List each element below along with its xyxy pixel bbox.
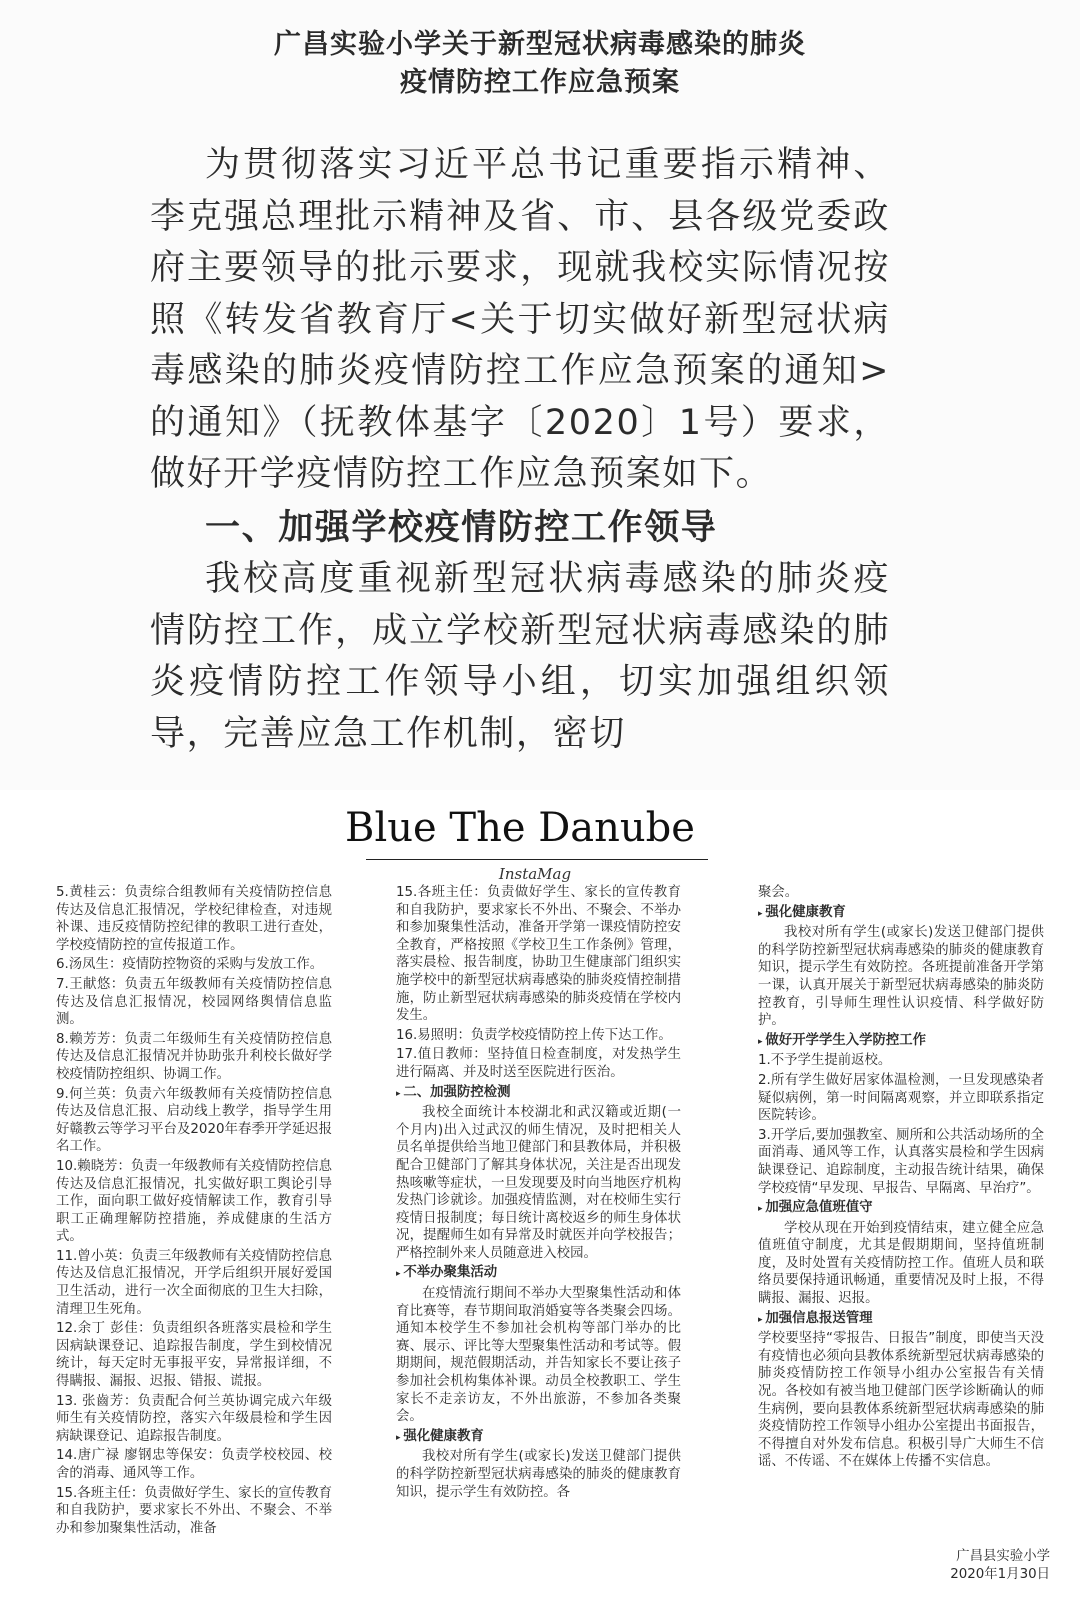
list-item: 16.易照明：负责学校疫情防控上传下达工作。 — [396, 1027, 672, 1043]
section-1-paragraph: 我校高度重视新型冠状病毒感染的肺炎疫情防控工作，成立学校新型冠状病毒感染的肺炎疫情防控工作领导小组，切实加强组织领导，完善应急工作机制，密切 — [150, 559, 890, 754]
column-1 — [56, 884, 332, 1619]
document-photo-top — [0, 0, 1080, 790]
list-item: 8.赖芳芳：负责二年级师生有关疫情防控信息传达及信息汇报情况并协助张升利校长做好学校疫情防控组织、协调工作。 — [56, 1031, 332, 1082]
magazine-logo: Blue The Danube — [345, 805, 695, 851]
subheading: ▸ 做好开学学生入学防控工作 — [758, 1032, 1044, 1052]
title-line-2: 疫情防控工作应急预案 — [400, 67, 680, 98]
list-item: 13. 张齒芳：负责配合何兰英协调完成六年级师生有关疫情防控，落实六年级晨检和学生因病缺课登记、追踪报告制度。 — [56, 1393, 332, 1444]
list-item: 15.各班主任：负责做好学生、家长的宣传教育和自我防护，要求家长不外出、不聚会、不举办和参加聚集性活动，准备开学第一课疫情防控安全教育，严格按照《学校卫生工作条例》管理，落实晨检、报告制度，协助卫生健康部门组织实施学校中的新型冠状病毒感染的肺炎疫情控制措施，防止新型冠状病毒感染的肺炎疫情在学校内发生。 — [396, 885, 681, 1024]
signature — [900, 1548, 1050, 1584]
subheading: ▸ 强化健康教育 — [396, 1428, 681, 1448]
subheading: ▸ 不举办聚集活动 — [396, 1264, 681, 1284]
list-item: 12.余丁 彭佳：负责组织各班落实晨检和学生因病缺课登记、追踪报告制度，学生到校情况统计，每天定时无事报平安，异常报详细，不得瞒报、漏报、迟报、错报、谎报。 — [56, 1321, 332, 1390]
paragraph: 我校对所有学生(或家长)发送卫健部门提供的科学防控新型冠状病毒感染的肺炎的健康教育知识，提示学生有效防控。各 — [396, 1449, 681, 1500]
subheading: ▸ 加强信息报送管理 — [758, 1310, 1044, 1330]
signature-date: 2020年1月30日 — [950, 1567, 1050, 1582]
section-heading-2: ▸ 二、加强防控检测 — [396, 1084, 681, 1104]
list-item: 10.赖晓芳：负责一年级教师有关疫情防控信息传达及信息汇报情况，扎实做好职工舆论引导工作，面向职工做好疫情解读工作，教育引导职工正确理解防控措施，养成健康的生活方式。 — [56, 1158, 332, 1245]
section-heading-1: 一、加强学校疫情防控工作领导 — [205, 507, 718, 548]
subheading: ▸ 强化健康教育 — [758, 904, 1044, 924]
list-item: 14.唐广禄 廖钢忠等保安：负责学校校园、校舍的消毒、通风等工作。 — [56, 1448, 332, 1481]
document-title — [180, 26, 900, 102]
paragraph: 我校全面统计本校湖北和武汉籍或近期(一个月内)出入过武汉的师生情况，及时把相关人员名单提供给当地卫健部门和县教体局，并积极配合卫健部门了解其身体状况，关注是否出现发热咳嗽等症状，一旦发现要及时向当地医疗机构发热门诊就诊。加强疫情监测，对在校师生实行疫情日报制度；每日统计离校返乡的师生身体状况，提醒师生如有异常及时就医并向学校报告；严格控制外来人员随意进入校园。 — [396, 1105, 681, 1261]
list-item: 1.不予学生提前返校。 — [758, 1053, 892, 1069]
magazine-tag: InstaMag — [498, 865, 572, 883]
column-2 — [396, 884, 681, 1619]
intro-text — [150, 140, 890, 760]
paragraph: 学校要坚持“零报告、日报告”制度，即使当天没有疫情也必须向县教体系统新型冠状病毒感染的肺炎疫情防控工作领导小组办公室报告有关情况。各校如有被当地卫健部门医学诊断确认的师生病例，要向县教体系统新型冠状病毒感染的肺炎疫情防控工作领导小组办公室提出书面报告，不得擅自对外发布信息。积极引导广大师生不信谣、不传谣、不在媒体上传播不实信息。 — [758, 1331, 1044, 1470]
list-item: 6.汤凤生：疫情防控物资的采购与发放工作。 — [56, 957, 324, 973]
list-item: 11.曾小英：负责三年级教师有关疫情防控信息传达及信息汇报情况，开学后组织开展好爱国卫生活动，进行一次全面彻底的卫生大扫除，清理卫生死角。 — [56, 1248, 332, 1317]
list-item: 7.王献悠：负责五年级教师有关疫情防控信息传达及信息汇报情况，校园网络舆情信息监测。 — [56, 976, 332, 1028]
list-item: 2.所有学生做好居家体温检测，一旦发现感染者疑似病例，第一时间隔离观察，并立即联系指定医院转诊。 — [758, 1072, 1044, 1124]
logo-underline — [366, 859, 708, 860]
list-item: 9.何兰英：负责六年级教师有关疫情防控信息传达及信息汇报、启动线上教学，指导学生用好赣教云等学习平台及2020年春季开学延迟报名工作。 — [56, 1086, 332, 1155]
signature-org: 广昌县实验小学 — [956, 1549, 1050, 1564]
paragraph: 我校对所有学生(或家长)发送卫健部门提供的科学防控新型冠状病毒感染的肺炎的健康教育知识，提示学生有效防控。各班提前准备开学第一课，认真开展关于新型冠状病毒感染的肺炎防控教育，引导师生理性认识疫情、科学做好防护。 — [758, 925, 1044, 1029]
list-item: 17.值日教师：坚持值日检查制度，对发热学生进行隔离、并及时送至医院进行医治。 — [396, 1047, 681, 1080]
subheading: ▸ 加强应急值班值守 — [758, 1199, 1044, 1219]
list-item: 5.黄桂云：负责综合组教师有关疫情防控信息传达及信息汇报情况，学校纪律检查，对违规补课、违反疫情防控纪律的教职工进行查处，学校疫情防控的宣传报道工作。 — [56, 885, 332, 953]
list-item: 3.开学后,要加强教室、厕所和公共活动场所的全面消毒、通风等工作，认真落实晨检和学生因病缺课登记、追踪制度，主动报告统计结果，确保学校疫情“早发现、早报告、早隔离、早治疗”。 — [758, 1127, 1044, 1196]
intro-paragraph: 为贯彻落实习近平总书记重要指示精神、李克强总理批示精神及省、市、县各级党委政府主要领导的批示要求，现就我校实际情况按照《转发省教育厅<关于切实做好新型冠状病毒感染的肺炎疫情防控工作应急预案的通知>的通知》（抚教体基字〔2020〕1号）要求，做好开学疫情防控工作应急预案如下。 — [150, 145, 890, 494]
paragraph: 在疫情流行期间不举办大型聚集性活动和体育比赛等，春节期间取消婚宴等各类聚会四场。通知本校学生不参加社会机构等部门举办的比赛、展示、评比等大型聚集性活动和考试等。假期期间，规范假期活动，并告知家长不要让孩子参加社会机构集体补课。动员全校教职工、学生家长不走亲访友，不外出旅游，不参加各类聚会。 — [396, 1286, 681, 1425]
list-item: 15.各班主任：负责做好学生、家长的宣传教育和自我防护，要求家长不外出、不聚会、不举办和参加聚集性活动，准备 — [56, 1485, 332, 1536]
paragraph: 学校从现在开始到疫情结束，建立健全应急值班值守制度，尤其是假期期间，坚持值班制度，及时处置有关疫情防控工作。值班人员和联络员要保持通讯畅通，重要情况及时上报，不得瞒报、漏报、迟报。 — [758, 1220, 1044, 1307]
paragraph: 聚会。 — [758, 885, 799, 900]
column-3 — [758, 884, 1044, 1534]
title-line-1: 广昌实验小学关于新型冠状病毒感染的肺炎 — [274, 29, 806, 60]
